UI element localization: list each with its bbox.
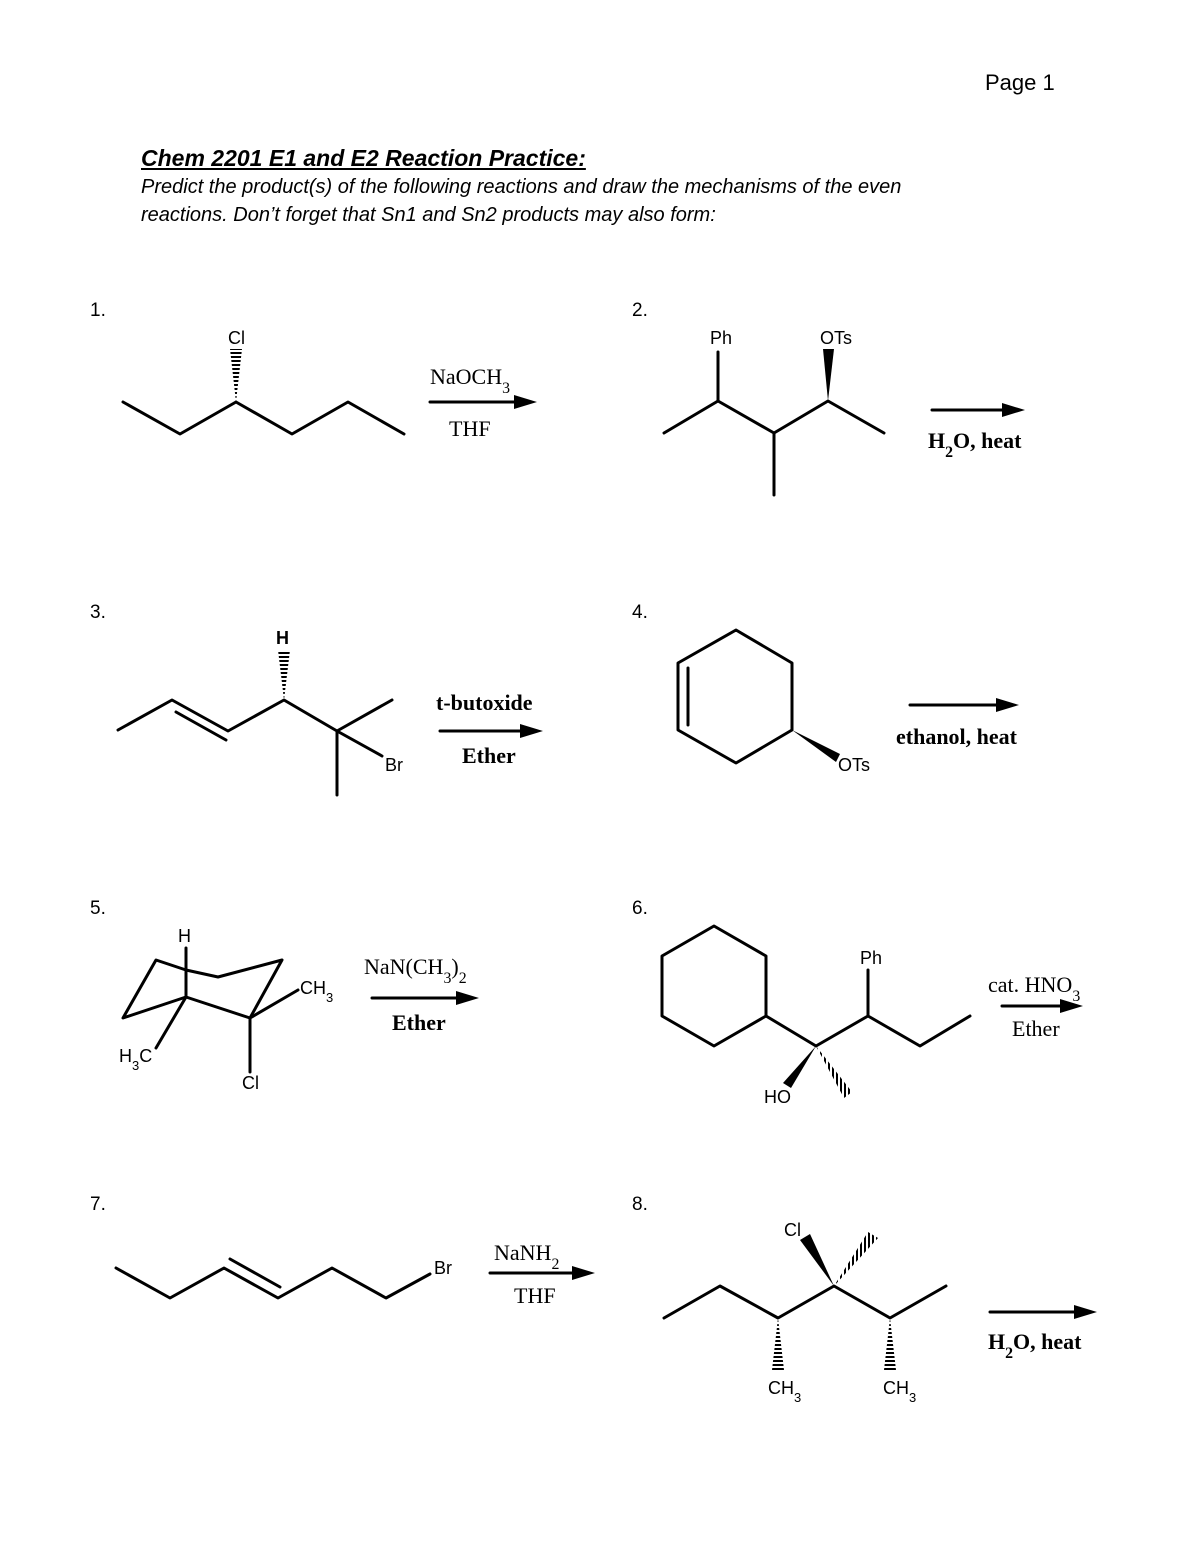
problem-8-number: 8. — [632, 1194, 648, 1215]
atom-label: OTs — [820, 328, 853, 348]
reagent-above: NaNH$_2$ — [494, 1240, 560, 1273]
reagent-above: cat. $HNO_3$ — [988, 972, 1081, 1005]
reagent-below: ethanol, heat — [896, 724, 1017, 749]
arrow-7 — [490, 1266, 595, 1280]
problem-6-number: 6. — [632, 898, 648, 919]
atom-label: $CH_3$ — [768, 1378, 802, 1405]
arrow-2 — [932, 403, 1025, 417]
molecule-2 — [664, 349, 884, 495]
reagent-below: THF — [514, 1283, 556, 1308]
atom-label: Ph — [860, 948, 883, 968]
problem-2-number: 2. — [632, 300, 648, 321]
molecule-3 — [118, 650, 392, 795]
atom-label: HO — [764, 1087, 791, 1107]
atom-label: Ph — [710, 328, 733, 348]
reagent-below: $H_2O$, heat — [928, 428, 1022, 461]
atom-label: Cl — [228, 328, 245, 348]
problem-4-number: 4. — [632, 602, 648, 623]
arrow-6 — [1002, 999, 1083, 1013]
reagent-below: THF — [449, 416, 491, 441]
arrow-5 — [372, 991, 479, 1005]
arrow-8 — [990, 1305, 1097, 1319]
atom-label: $H_3C$ — [119, 1046, 153, 1073]
atom-label: OTs — [838, 755, 871, 775]
atom-label: Cl — [784, 1220, 801, 1240]
reagent-above: t-butoxide — [436, 690, 533, 715]
atom-label: $CH_3$ — [300, 978, 334, 1005]
atom-label: H — [276, 628, 289, 648]
arrow-1 — [430, 395, 537, 409]
page-title: Chem 2201 E1 and E2 Reaction Practice: — [141, 145, 586, 171]
problem-1-number: 1. — [90, 300, 106, 321]
atom-label: Br — [385, 755, 403, 775]
problem-5-number: 5. — [90, 898, 106, 919]
reagent-below: $H_2O$, heat — [988, 1329, 1082, 1362]
reagent-below: Ether — [462, 743, 516, 768]
molecule-7 — [116, 1259, 430, 1298]
molecule-8 — [664, 1232, 946, 1370]
molecule-4 — [678, 630, 840, 763]
arrow-3 — [440, 724, 543, 738]
reagent-below: Ether — [392, 1010, 446, 1035]
problem-3-number: 3. — [90, 602, 106, 623]
reagent-below: Ether — [1012, 1016, 1060, 1041]
atom-label: $CH_3$ — [883, 1378, 917, 1405]
molecule-1 — [123, 349, 404, 434]
reagent-above: NaOCH$_3$ — [430, 364, 511, 397]
instructions-line-1: Predict the product(s) of the following reactions and draw the mechanisms of the even — [141, 176, 902, 198]
instructions-line-2: reactions. Don’t forget that Sn1 and Sn2 products may also form: — [141, 204, 716, 226]
reagent-above: $NaN(CH_3)_2$ — [364, 954, 467, 987]
molecule-6 — [662, 926, 970, 1098]
atom-label: Br — [434, 1258, 452, 1278]
problem-7-number: 7. — [90, 1194, 106, 1215]
atom-label: Cl — [242, 1073, 259, 1093]
arrow-4 — [910, 698, 1019, 712]
atom-label: H — [178, 926, 191, 946]
page-number: Page 1 — [985, 70, 1055, 95]
